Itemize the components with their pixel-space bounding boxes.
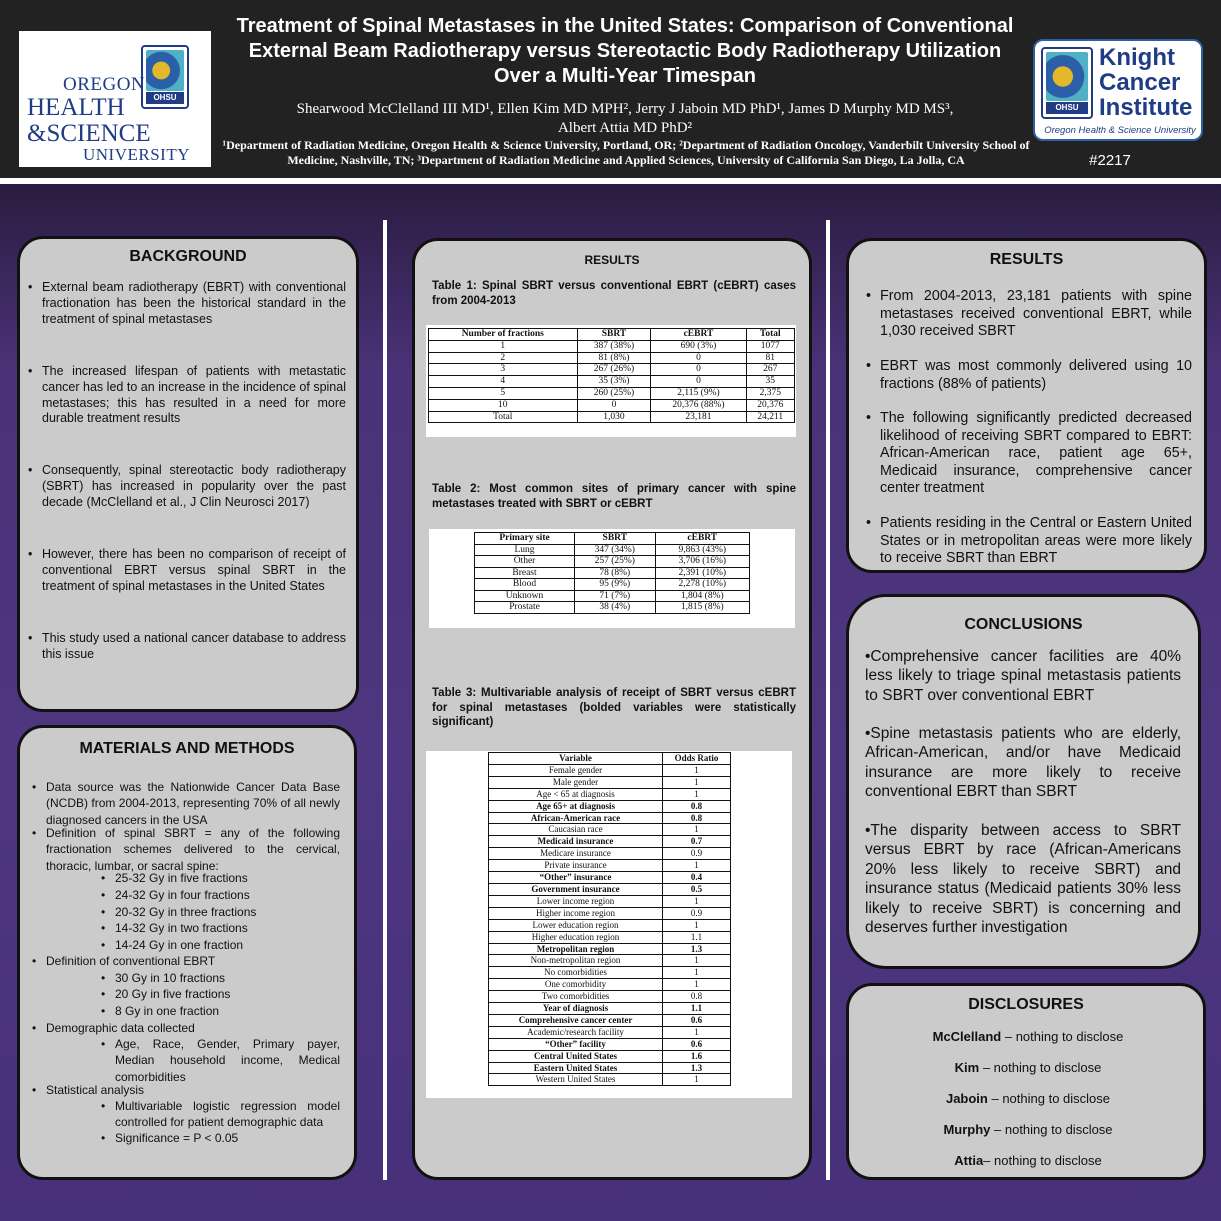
affiliations: ¹Department of Radiation Medicine, Oregon Health & Science University, Portland, OR; ²Department of Radiation Oncology, Vanderbilt University School of Medicine, Nashville, TN; ³Department of Radiation Medicine and Applied Sciences, University of California San Diego, La Jolla, CA — [222, 138, 1030, 167]
table-cell: 3,706 (16%) — [655, 556, 749, 568]
table-cell: 257 (25%) — [575, 556, 656, 568]
table-cell: “Other” facility — [489, 1038, 663, 1050]
table3 — [488, 752, 731, 1086]
knight-cancer-institute-logo — [1033, 39, 1203, 141]
table-cell: 387 (38%) — [577, 340, 651, 352]
table-cell: 0 — [651, 376, 746, 388]
table-header-cell: cEBRT — [651, 329, 746, 341]
table-row — [489, 991, 731, 1003]
table-row — [429, 411, 795, 423]
table-cell: 1.6 — [663, 1050, 731, 1062]
list-item: • Definition of conventional EBRT — [32, 954, 216, 968]
list-item: • 8 Gy in one fraction — [101, 1004, 220, 1018]
table-row — [475, 602, 750, 614]
table-cell: 1.3 — [663, 1062, 731, 1074]
disclosure-entry: Jaboin – nothing to disclose — [945, 1091, 1111, 1106]
table3-box — [426, 751, 792, 1098]
table-cell: Western United States — [489, 1074, 663, 1086]
results-mid-title: RESULTS — [584, 253, 640, 267]
table-cell: Unknown — [475, 590, 575, 602]
table-cell: Lower education region — [489, 919, 663, 931]
table-cell: 35 — [746, 376, 794, 388]
table-row — [489, 1003, 731, 1015]
table-row — [489, 1026, 731, 1038]
table-cell: 690 (3%) — [651, 340, 746, 352]
table1-caption: Table 1: Spinal SBRT versus conventional EBRT (cEBRT) cases from 2004-2013 — [432, 280, 796, 307]
table-cell: 1 — [663, 919, 731, 931]
table-row — [489, 872, 731, 884]
list-item: • Statistical analysis — [32, 1083, 145, 1097]
table-cell: 2 — [429, 352, 578, 364]
table-header-cell: Number of fractions — [429, 329, 578, 341]
table-cell: 20,376 (88%) — [651, 399, 746, 411]
table-cell: 0 — [651, 364, 746, 376]
table-cell: Prostate — [475, 602, 575, 614]
table-row — [489, 955, 731, 967]
table-cell: 1 — [429, 340, 578, 352]
table-cell: Breast — [475, 567, 575, 579]
ohsu-emblem-icon: OHSU — [141, 45, 189, 109]
table-cell: One comorbidity — [489, 979, 663, 991]
table-header-cell: Primary site — [475, 533, 575, 545]
table-row — [429, 399, 795, 411]
poster-number: #2217 — [1089, 152, 1131, 169]
table2-box — [429, 529, 795, 628]
table-header-cell: cEBRT — [655, 533, 749, 545]
table-cell: 2,375 — [746, 387, 794, 399]
list-item: • However, there has been no comparison of receipt of conventional EBRT versus spinal SBRT in the treatment of spinal metastases in the United States — [28, 547, 346, 593]
table-row — [489, 895, 731, 907]
table-cell: 1 — [663, 955, 731, 967]
table-cell: Non-metropolitan region — [489, 955, 663, 967]
table-row — [489, 764, 731, 776]
list-item: • Significance = P < 0.05 — [101, 1131, 239, 1145]
table-cell: 3 — [429, 364, 578, 376]
table-row — [489, 812, 731, 824]
table-cell: 347 (34%) — [575, 544, 656, 556]
list-item: • 20-32 Gy in three fractions — [101, 905, 257, 919]
table-cell: 267 (26%) — [577, 364, 651, 376]
table-cell: 260 (25%) — [577, 387, 651, 399]
list-item: • External beam radiotherapy (EBRT) with conventional fractionation has been the historical standard in the treatment of spinal metastases — [28, 280, 346, 326]
table-row — [429, 340, 795, 352]
table-row — [489, 848, 731, 860]
table-row — [489, 860, 731, 872]
table3-caption: Table 3: Multivariable analysis of receipt of SBRT versus cEBRT for spinal metastases (bolded variables were statistically significant) — [432, 687, 796, 728]
table-cell: 1 — [663, 1026, 731, 1038]
list-item: • 25-32 Gy in five fractions — [101, 871, 248, 885]
knight-emblem-icon: OHSU — [1041, 47, 1093, 119]
conclusions-title: CONCLUSIONS — [964, 616, 1083, 633]
table-cell: 0.9 — [663, 848, 731, 860]
list-item: • EBRT was most commonly delivered using 10 fractions (88% of patients) — [866, 358, 1192, 392]
table-row — [489, 979, 731, 991]
table1 — [428, 328, 795, 423]
table-cell: 0.7 — [663, 836, 731, 848]
table-row — [475, 544, 750, 556]
table-row — [489, 1074, 731, 1086]
table-cell: 1,804 (8%) — [655, 590, 749, 602]
table-cell: 1.3 — [663, 943, 731, 955]
table2 — [474, 532, 750, 614]
conclusion-point: •The disparity between access to SBRT versus EBRT by race (African-Americans 20% less likely to receive SBRT) and insurance status (Medicaid patients 30% less likely to receive SBRT) is concerning and deserves further investigation — [865, 822, 1181, 937]
table-cell: 10 — [429, 399, 578, 411]
table-cell: Year of diagnosis — [489, 1003, 663, 1015]
table-row — [489, 836, 731, 848]
table-row — [489, 1050, 731, 1062]
list-item: • The increased lifespan of patients with metastatic cancer has led to an increase in the incidence of spinal metastases; this has resulted in a need for more durable treatment results — [28, 364, 346, 426]
table-cell: 1 — [663, 788, 731, 800]
table-cell: 81 (8%) — [577, 352, 651, 364]
table-row — [489, 931, 731, 943]
table-cell: 1 — [663, 824, 731, 836]
ohsu-logo — [19, 31, 211, 167]
table-header-cell: SBRT — [577, 329, 651, 341]
list-item: • 20 Gy in five fractions — [101, 987, 231, 1001]
table-cell: Age 65+ at diagnosis — [489, 800, 663, 812]
table-cell: Other — [475, 556, 575, 568]
table-cell: 0.6 — [663, 1014, 731, 1026]
list-item: • Consequently, spinal stereotactic body radiotherapy (SBRT) has increased in popularity over the past decade (McClelland et al., J Clin Neurosci 2017) — [28, 463, 346, 509]
disclosure-entry: McClelland – nothing to disclose — [932, 1029, 1124, 1044]
table-cell: Total — [429, 411, 578, 423]
table-cell: African-American race — [489, 812, 663, 824]
table-cell: 0.8 — [663, 991, 731, 1003]
ohsu-logo-text: OREGON HEALTH &SCIENCE UNIVERSITY — [27, 74, 190, 164]
table-cell: Lower income region — [489, 895, 663, 907]
table-row — [489, 1062, 731, 1074]
knight-logo-text: Knight Cancer Institute — [1099, 44, 1193, 121]
table-row — [429, 352, 795, 364]
table-cell: Government insurance — [489, 883, 663, 895]
table-cell: 1.1 — [663, 1003, 731, 1015]
table-row — [475, 567, 750, 579]
list-item: • Age, Race, Gender, Primary payer, Median household income, Medical comorbidities — [101, 1037, 340, 1084]
table-row — [489, 907, 731, 919]
disclosures-title: DISCLOSURES — [968, 996, 1084, 1013]
table-cell: Private insurance — [489, 860, 663, 872]
list-item: • Multivariable logistic regression model controlled for patient demographic data — [101, 1099, 340, 1130]
table-cell: Two comorbidities — [489, 991, 663, 1003]
table1-box — [426, 325, 796, 437]
table-cell: 0.5 — [663, 883, 731, 895]
table-cell: 81 — [746, 352, 794, 364]
list-item: • From 2004-2013, 23,181 patients with spine metastases received conventional EBRT, while 1,030 received SBRT — [866, 288, 1192, 339]
disclosure-entry: Attia– nothing to disclose — [954, 1153, 1102, 1168]
list-item: • Patients residing in the Central or Eastern United States or in metropolitan areas were more likely to receive SBRT than EBRT — [866, 515, 1192, 566]
table-cell: 0.8 — [663, 800, 731, 812]
list-item: • 14-24 Gy in one fraction — [101, 938, 244, 952]
table-row — [475, 590, 750, 602]
table-row — [489, 919, 731, 931]
table-cell: 1 — [663, 979, 731, 991]
table-cell: 5 — [429, 387, 578, 399]
table-cell: 1 — [663, 860, 731, 872]
list-item: • 30 Gy in 10 fractions — [101, 971, 226, 985]
table-cell: Medicare insurance — [489, 848, 663, 860]
table-cell: 1 — [663, 1074, 731, 1086]
conclusion-point: •Spine metastasis patients who are elderly, African-American, and/or have Medicaid insurance are more likely to receive conventional EBRT than SBRT — [865, 725, 1181, 801]
table-cell: Male gender — [489, 776, 663, 788]
table-row — [475, 579, 750, 591]
table-cell: 20,376 — [746, 399, 794, 411]
table-row — [489, 883, 731, 895]
table-cell: 267 — [746, 364, 794, 376]
table-cell: 0 — [577, 399, 651, 411]
list-item: • The following significantly predicted decreased likelihood of receiving SBRT compared to EBRT: African-American race, patient age 65+, Medicaid insurance, comprehensive cancer center treatment — [866, 410, 1192, 496]
table-cell: 0 — [651, 352, 746, 364]
column-divider-right — [826, 220, 830, 1180]
table-cell: 0.4 — [663, 872, 731, 884]
list-item: • 24-32 Gy in four fractions — [101, 888, 250, 902]
list-item: • Definition of spinal SBRT = any of the following fractionation schemes delivered to the cervical, thoracic, lumbar, or sacral spine: — [32, 826, 340, 873]
table-cell: 95 (9%) — [575, 579, 656, 591]
table-row — [489, 967, 731, 979]
column-divider-left — [383, 220, 387, 1180]
table-cell: 9,863 (43%) — [655, 544, 749, 556]
methods-title: MATERIALS AND METHODS — [79, 740, 295, 757]
table-cell: 1 — [663, 764, 731, 776]
table-header-cell: Odds Ratio — [663, 753, 731, 765]
table-cell: Academic/research facility — [489, 1026, 663, 1038]
list-item: • Demographic data collected — [32, 1021, 195, 1035]
table-cell: Female gender — [489, 764, 663, 776]
table-row — [429, 364, 795, 376]
table-cell: 35 (3%) — [577, 376, 651, 388]
table-cell: “Other” insurance — [489, 872, 663, 884]
disclosures-panel — [846, 983, 1206, 1180]
table-row — [489, 1014, 731, 1026]
table-cell: Medicaid insurance — [489, 836, 663, 848]
list-item: • Data source was the Nationwide Cancer Data Base (NCDB) from 2004-2013, representing 70% of all newly diagnosed cancers in the USA — [32, 780, 340, 827]
table-cell: 0.6 — [663, 1038, 731, 1050]
table-cell: Blood — [475, 579, 575, 591]
table-header-cell: Variable — [489, 753, 663, 765]
table-cell: 1.1 — [663, 931, 731, 943]
table-row — [429, 376, 795, 388]
table-cell: 38 (4%) — [575, 602, 656, 614]
disclosure-entry: Murphy – nothing to disclose — [943, 1122, 1113, 1137]
author-list: Shearwood McClelland III MD¹, Ellen Kim MD MPH², Jerry J Jaboin MD PhD¹, James D Murphy MD MS³, Albert Attia MD PhD² — [296, 101, 954, 136]
knight-logo-subtitle: Oregon Health & Science University — [1044, 125, 1196, 136]
table-cell: 0.8 — [663, 812, 731, 824]
conclusion-point: •Comprehensive cancer facilities are 40% less likely to triage spinal metastasis patients to SBRT over conventional EBRT — [865, 648, 1181, 704]
table-cell: Eastern United States — [489, 1062, 663, 1074]
background-title: BACKGROUND — [129, 248, 247, 265]
results-right-title: RESULTS — [989, 251, 1064, 268]
table-cell: 1,815 (8%) — [655, 602, 749, 614]
table-header-cell: SBRT — [575, 533, 656, 545]
table-cell: 1,030 — [577, 411, 651, 423]
list-item: • This study used a national cancer database to address this issue — [28, 631, 346, 661]
table-cell: 23,181 — [651, 411, 746, 423]
table-row — [489, 824, 731, 836]
list-item: • 14-32 Gy in two fractions — [101, 921, 248, 935]
table-cell: Central United States — [489, 1050, 663, 1062]
table-row — [489, 943, 731, 955]
table-row — [489, 1038, 731, 1050]
table-cell: 0.9 — [663, 907, 731, 919]
table-cell: Comprehensive cancer center — [489, 1014, 663, 1026]
table-cell: 24,211 — [746, 411, 794, 423]
table-cell: Higher income region — [489, 907, 663, 919]
table-row — [489, 788, 731, 800]
table-cell: 1 — [663, 895, 731, 907]
table-cell: No comorbidities — [489, 967, 663, 979]
table-row — [429, 387, 795, 399]
table-cell: 1 — [663, 776, 731, 788]
table-cell: Age < 65 at diagnosis — [489, 788, 663, 800]
table-cell: 78 (8%) — [575, 567, 656, 579]
table-cell: Higher education region — [489, 931, 663, 943]
table-cell: 1077 — [746, 340, 794, 352]
table-cell: 4 — [429, 376, 578, 388]
table-row — [475, 556, 750, 568]
table-cell: Lung — [475, 544, 575, 556]
table-cell: Metropolitan region — [489, 943, 663, 955]
table-cell: 2,391 (10%) — [655, 567, 749, 579]
disclosure-entry: Kim – nothing to disclose — [954, 1060, 1102, 1075]
table-cell: Caucasian race — [489, 824, 663, 836]
table-cell: 2,115 (9%) — [651, 387, 746, 399]
table-row — [489, 800, 731, 812]
table-header-cell: Total — [746, 329, 794, 341]
table-cell: 1 — [663, 967, 731, 979]
table2-caption: Table 2: Most common sites of primary cancer with spine metastases treated with SBRT or cEBRT — [432, 483, 796, 510]
poster-title: Treatment of Spinal Metastases in the United States: Comparison of Conventional External Beam Radiotherapy versus Stereotactic Body Radiotherapy Utilization Over a Multi-Year Timespan — [236, 15, 1014, 87]
table-cell: 71 (7%) — [575, 590, 656, 602]
table-cell: 2,278 (10%) — [655, 579, 749, 591]
table-row — [489, 776, 731, 788]
